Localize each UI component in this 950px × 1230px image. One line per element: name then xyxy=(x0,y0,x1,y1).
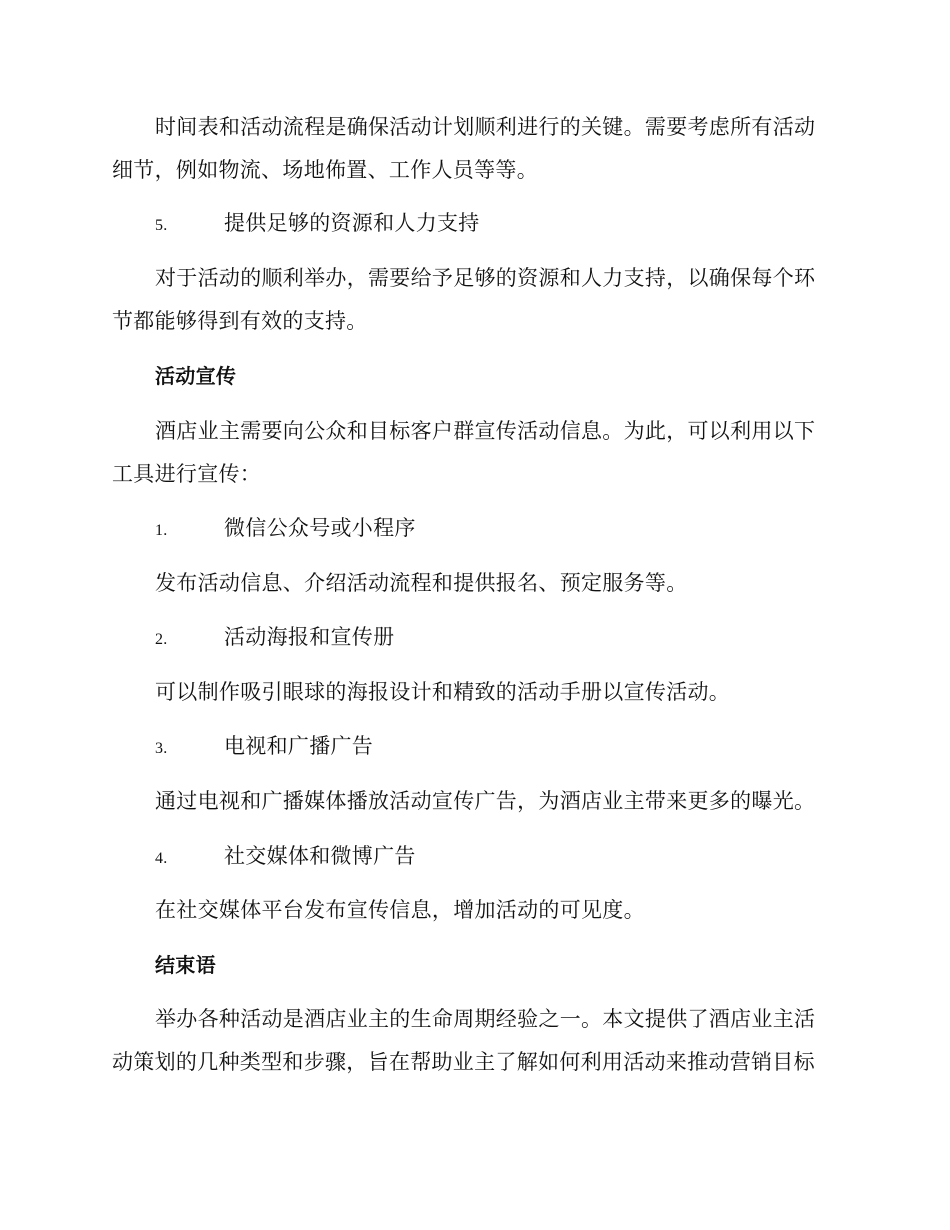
paragraph-text: 发布活动信息、介绍活动流程和提供报名、预定服务等。 xyxy=(155,571,688,595)
paragraph-conclusion xyxy=(112,998,832,1084)
list-label: 微信公众号或小程序 xyxy=(224,516,416,540)
list-number: 5. xyxy=(155,217,168,234)
list-item-poster xyxy=(155,616,875,661)
heading-conclusion xyxy=(155,944,875,987)
paragraph-tv xyxy=(112,780,832,823)
list-number: 4. xyxy=(155,850,168,867)
paragraph-wechat xyxy=(112,562,832,605)
list-label: 电视和广播广告 xyxy=(224,734,374,758)
paragraph-schedule xyxy=(112,106,832,192)
list-item-wechat xyxy=(155,507,875,552)
list-item-resources xyxy=(155,202,875,247)
list-label: 活动海报和宣传册 xyxy=(224,625,395,649)
list-number: 3. xyxy=(155,740,168,757)
paragraph-promotion-intro xyxy=(112,410,832,496)
list-label: 社交媒体和微博广告 xyxy=(224,844,416,868)
heading-text: 结束语 xyxy=(155,953,216,977)
paragraph-text: 在社交媒体平台发布宣传信息，增加活动的可见度。 xyxy=(155,898,645,922)
paragraph-resources xyxy=(112,257,832,343)
paragraph-text: 举办各种活动是酒店业主的生命周期经验之一。本文提供了酒店业主活动策划的几种类型和步骤，旨在帮助业主了解如何利用活动来推动营销目标 xyxy=(112,1007,816,1074)
paragraph-text: 对于活动的顺利举办，需要给予足够的资源和人力支持，以确保每个环节都能够得到有效的支持。 xyxy=(112,266,816,333)
list-label: 提供足够的资源和人力支持 xyxy=(224,211,480,235)
heading-promotion xyxy=(155,355,875,398)
paragraph-poster xyxy=(112,671,832,714)
paragraph-text: 可以制作吸引眼球的海报设计和精致的活动手册以宣传活动。 xyxy=(155,680,731,704)
list-number: 2. xyxy=(155,631,168,648)
list-item-social xyxy=(155,835,875,880)
paragraph-text: 通过电视和广播媒体播放活动宣传广告，为酒店业主带来更多的曝光。 xyxy=(155,789,816,813)
list-number: 1. xyxy=(155,522,168,539)
paragraph-text: 时间表和活动流程是确保活动计划顺利进行的关键。需要考虑所有活动细节，例如物流、场地佈置、工作人员等等。 xyxy=(112,115,816,182)
paragraph-text: 酒店业主需要向公众和目标客户群宣传活动信息。为此，可以利用以下工具进行宣传： xyxy=(112,419,816,486)
heading-text: 活动宣传 xyxy=(155,364,237,388)
list-item-tv xyxy=(155,725,875,770)
paragraph-social xyxy=(112,889,832,932)
